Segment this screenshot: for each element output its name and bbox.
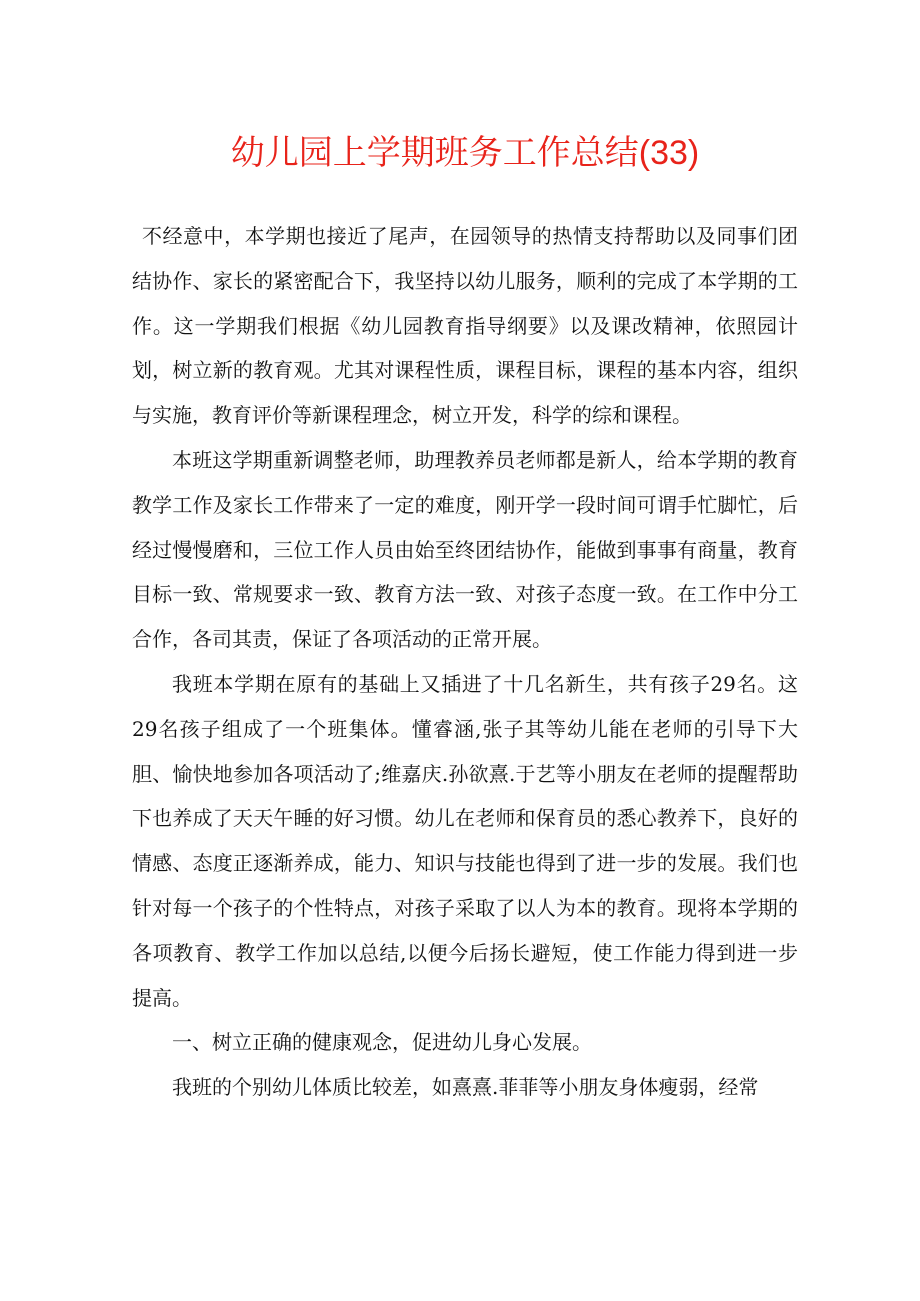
section-heading-health: 一、树立正确的健康观念，促进幼儿身心发展。 bbox=[172, 1030, 592, 1055]
paragraph-intro: 不经意中，本学期也接近了尾声，在园领导的热情支持帮助以及同事们团结协作、家长的紧密配合下，我坚持以幼儿服务，顺利的完成了本学期的工作。这一学期我们根据《幼儿园教育指导纲要》以及课改精神，依照园计划，树立新的教育观。尤其对课程性质，课程目标，课程的基本内容，组织与实施，教育评价等新课程理念，树立开发，科学的综和课程。 bbox=[132, 224, 798, 428]
document-body bbox=[132, 214, 798, 1110]
paragraph-health: 我班的个别幼儿体质比较差，如熹熹.菲菲等小朋友身体瘦弱，经常 bbox=[172, 1075, 759, 1100]
document-title: 幼儿园上学期班务工作总结(33) bbox=[230, 134, 700, 172]
paragraph-staff: 本班这学期重新调整老师，助理教养员老师都是新人，给本学期的教育教学工作及家长工作带来了一定的难度，刚开学一段时间可谓手忙脚忙，后经过慢慢磨和，三位工作人员由始至终团结协作，能做到事事有商量，教育目标一致、常规要求一致、教育方法一致、对孩子态度一致。在工作中分工合作，各司其责，保证了各项活动的正常开展。 bbox=[132, 447, 798, 652]
paragraph-children: 我班本学期在原有的基础上又插进了十几名新生，共有孩子29名。这29名孩子组成了一个班集体。懂睿涵,张子其等幼儿能在老师的引导下大胆、愉快地参加各项活动了;维嘉庆.孙欲熹.于艺等小朋友在老师的提醒帮助下也养成了天天午睡的好习惯。幼儿在老师和保育员的悉心教养下，良好的情感、态度正逐渐养成，能力、知识与技能也得到了进一步的发展。我们也针对每一个孩子的个性特点，对孩子采取了以人为本的教育。现将本学期的各项教育、教学工作加以总结,以便今后扬长避短，使工作能力得到进一步提高。 bbox=[132, 671, 798, 1010]
